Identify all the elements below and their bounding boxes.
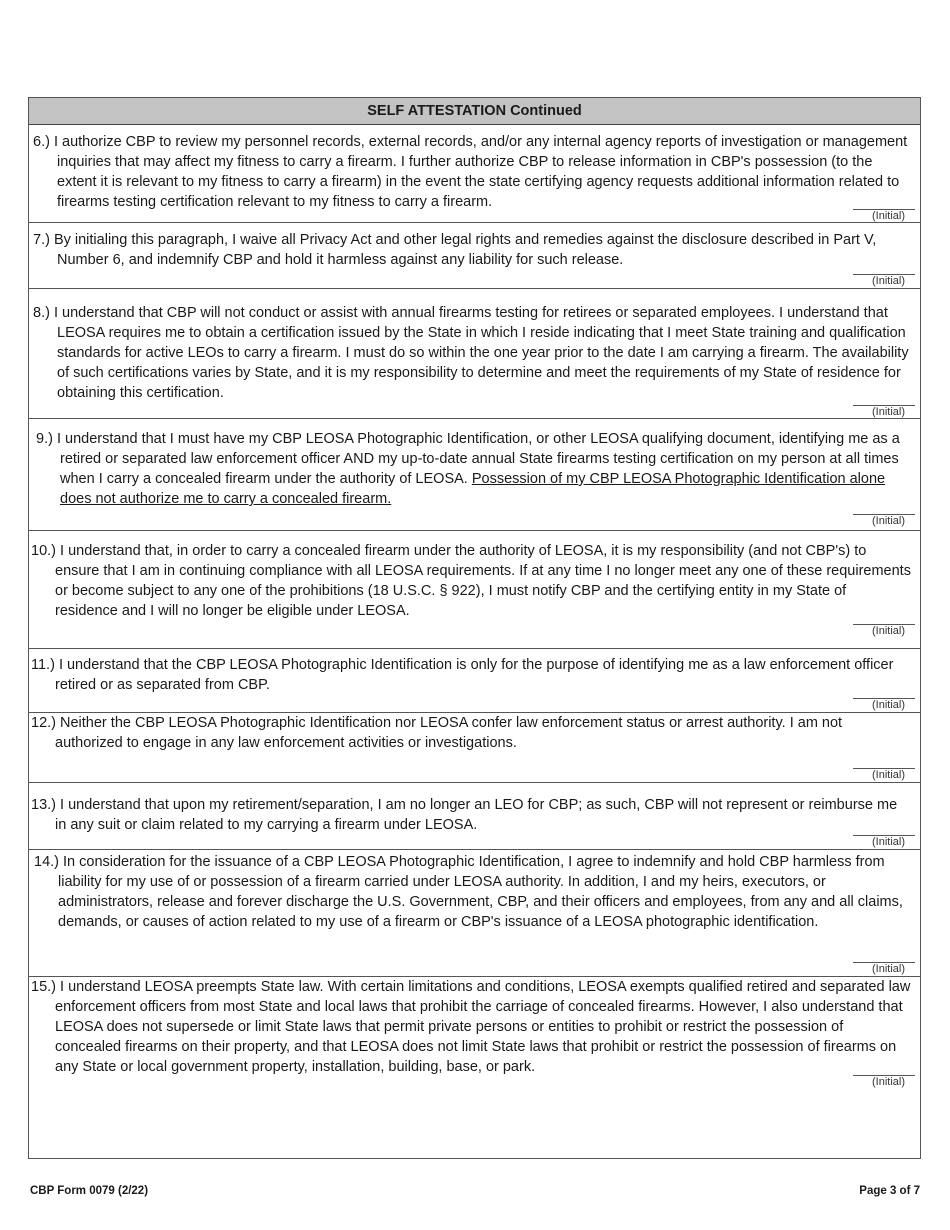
item-text: 11.) I understand that the CBP LEOSA Photographic Identification is only for the purpose of identifying me as a law enforcement officer retired or as separated from CBP.: [31, 657, 894, 693]
initial-field[interactable]: (Initial): [853, 514, 915, 528]
item-text: 8.) I understand that CBP will not conduct or assist with annual firearms testing for retirees or separated employees. I understand that LEOSA requires me to obtain a certification issued by the State in which I reside indicating that I meet State training and qualification standards for active LEOs to carry a firearm. I must do so within the one year prior to the date I am carrying a firearm. The availability of such certifications varies by State, and it is my responsibility to determine and meet the requirements of my State of residence for obtaining this certification.: [33, 305, 909, 401]
self-attestation-form: [28, 97, 921, 1159]
item-text: 10.) I understand that, in order to carry a concealed firearm under the authority of LEOSA, it is my responsibility (and not CBP's) to ensure that I am in continuing compliance with all LEOSA requirements. If at any time I no longer meet any one of these requirements or become subject to any one of the prohibitions (18 U.S.C. § 922), I must notify CBP and the certifying entity in my State of residence and I will no longer be eligible under LEOSA.: [31, 543, 911, 619]
initial-field[interactable]: (Initial): [853, 274, 915, 288]
initial-field[interactable]: (Initial): [853, 209, 915, 223]
attestation-item-10: [29, 531, 920, 649]
initial-field[interactable]: (Initial): [853, 698, 915, 712]
attestation-item-13: [29, 783, 920, 850]
item-text-underlined: Possession of my CBP LEOSA Photographic Identification alone does not authorize me to carry a concealed firearm.: [60, 471, 886, 507]
attestation-item-14: [29, 850, 920, 977]
item-text: [36, 429, 912, 509]
attestation-item-12: [29, 713, 920, 783]
attestation-item-9: [29, 419, 920, 531]
form-number: CBP Form 0079 (2/22): [30, 1185, 149, 1197]
section-header: SELF ATTESTATION Continued: [29, 98, 920, 125]
item-text: 12.) Neither the CBP LEOSA Photographic Identification nor LEOSA confer law enforcement status or arrest authority. I am not authorized to engage in any law enforcement activities or investigations.: [31, 715, 843, 751]
item-text-plain: 9.) I understand that I must have my CBP LEOSA Photographic Identification, or other LEOSA qualifying document, identifying me as a retired or separated law enforcement officer AND my up-to-date annual State firearms testing certification on my person at all times when I carry a concealed firearm under the authority of LEOSA.: [36, 431, 900, 487]
initial-field[interactable]: (Initial): [853, 1075, 915, 1089]
attestation-item-6: [29, 125, 920, 223]
initial-field[interactable]: (Initial): [853, 405, 915, 419]
initial-field[interactable]: (Initial): [853, 768, 915, 782]
item-text: 15.) I understand LEOSA preempts State law. With certain limitations and conditions, LEOSA exempts qualified retired and separated law enforcement officers from most State and local laws that prohibit the carriage of concealed firearms. However, I also understand that LEOSA does not supersede or limit State laws that permit private persons or entities to prohibit or restrict the possession of concealed firearms on their property, and that LEOSA does not limit State laws that prohibit or restrict the possession of firearms on any State or local government property, installation, building, base, or park.: [31, 979, 911, 1075]
attestation-item-7: [29, 223, 920, 289]
attestation-item-8: [29, 289, 920, 419]
page-number: Page 3 of 7: [859, 1185, 920, 1197]
initial-field[interactable]: (Initial): [853, 624, 915, 638]
initial-field[interactable]: (Initial): [853, 835, 915, 849]
attestation-item-15: [29, 977, 920, 1161]
item-text: 13.) I understand that upon my retirement/separation, I am no longer an LEO for CBP; as such, CBP will not represent or reimburse me in any suit or claim related to my carrying a firearm under LEOSA.: [31, 797, 898, 833]
item-text: 7.) By initialing this paragraph, I waive all Privacy Act and other legal rights and remedies against the disclosure described in Part V, Number 6, and indemnify CBP and hold it harmless against any liability for such release.: [33, 232, 877, 268]
attestation-item-11: [29, 649, 920, 713]
item-text: 6.) I authorize CBP to review my personnel records, external records, and/or any internal agency reports of investigation or management inquiries that may affect my fitness to carry a firearm. I further authorize CBP to release information in CBP's possession (to the extent it is relevant to my fitness to carry a firearm) in the event the state certifying agency requests additional information related to firearms testing certification relevant to my fitness to carry a firearm.: [33, 134, 908, 210]
initial-field[interactable]: (Initial): [853, 962, 915, 976]
item-text: 14.) In consideration for the issuance of a CBP LEOSA Photographic Identification, I agree to indemnify and hold CBP harmless from liability for my use of or possession of a firearm carried under LEOSA authority. In addition, I and my heirs, executors, or administrators, release and forever discharge the U.S. Government, CBP, and their officers and employees, from any and all claims, demands, or causes of action related to my use of a firearm or CBP's issuance of a LEOSA photographic identification.: [34, 854, 903, 930]
